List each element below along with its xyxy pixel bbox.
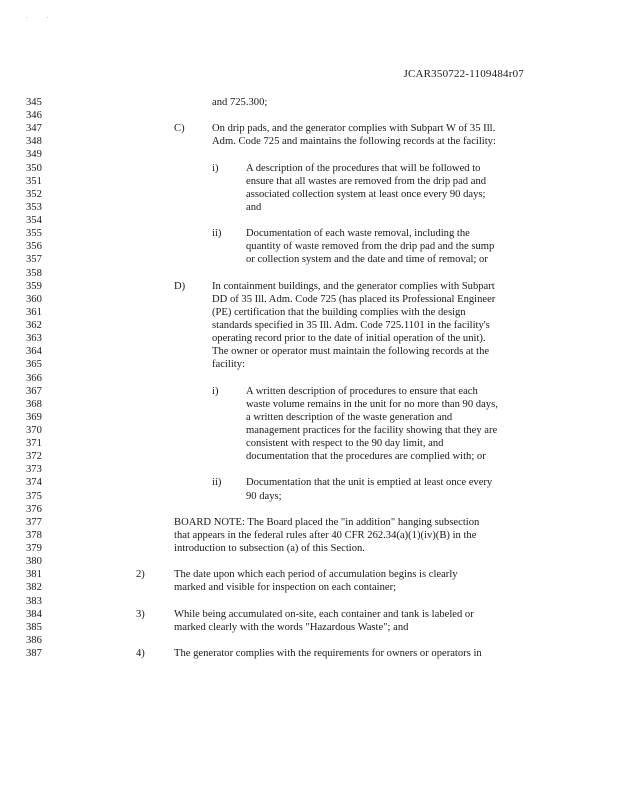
line-number: 386 <box>26 634 42 646</box>
line-number: 360 <box>26 293 42 305</box>
line-number: 384 <box>26 608 42 620</box>
line-number: 359 <box>26 280 42 292</box>
line-number: 356 <box>26 241 42 253</box>
line-text: waste volume remains in the unit for no more than 90 days, <box>246 398 498 410</box>
item-label: i) <box>212 162 219 174</box>
line-text: (PE) certification that the building complies with the design <box>212 306 466 318</box>
item-label: 4) <box>136 648 145 660</box>
line-number: 370 <box>26 425 42 436</box>
line-number: 355 <box>26 228 42 240</box>
line-number: 350 <box>26 162 42 174</box>
line-text: that appears in the federal rules after 40 CFR 262.34(a)(1)(iv)(B) in the <box>174 529 477 541</box>
line-370 <box>0 424 618 437</box>
line-number: 362 <box>26 320 42 332</box>
line-354 <box>0 214 618 227</box>
line-347 <box>0 122 618 135</box>
item-label: 2) <box>136 569 145 581</box>
line-360 <box>0 293 618 306</box>
item-label: ii) <box>212 228 222 240</box>
line-379 <box>0 542 618 555</box>
line-text: ensure that all wastes are removed from the drip pad and <box>246 175 487 187</box>
line-387 <box>0 647 618 660</box>
line-374 <box>0 476 618 489</box>
line-number: 383 <box>26 595 42 607</box>
line-357 <box>0 253 618 266</box>
corner-mark: . . <box>26 14 58 20</box>
line-number: 382 <box>26 582 42 594</box>
line-362 <box>0 319 618 332</box>
line-number: 353 <box>26 201 42 213</box>
line-text: quantity of waste removed from the drip pad and the sump <box>246 241 495 253</box>
line-text: A written description of procedures to ensure that each <box>246 385 478 397</box>
line-365 <box>0 358 618 371</box>
line-364 <box>0 345 618 358</box>
line-number: 357 <box>26 254 42 266</box>
line-number: 380 <box>26 556 42 568</box>
line-373 <box>0 463 618 476</box>
line-text: or collection system and the date and time of removal; or <box>246 254 488 266</box>
line-372 <box>0 450 618 463</box>
line-number: 352 <box>26 188 42 200</box>
line-text: The generator complies with the requirements for owners or operators in <box>174 648 482 660</box>
line-361 <box>0 306 618 319</box>
line-text: The date upon which each period of accumulation begins is clearly <box>174 569 458 581</box>
item-label: ii) <box>212 477 222 489</box>
line-text: Documentation that the unit is emptied at least once every <box>246 477 493 489</box>
line-366 <box>0 372 618 385</box>
line-text: BOARD NOTE: The Board placed the "in addition" hanging subsection <box>174 516 480 528</box>
line-380 <box>0 555 618 568</box>
line-number: 377 <box>26 516 42 528</box>
line-number: 351 <box>26 175 42 187</box>
line-384 <box>0 608 618 621</box>
line-text: While being accumulated on-site, each container and tank is labeled or <box>174 608 474 620</box>
line-text: and <box>246 201 262 213</box>
line-text: standards specified in 35 Ill. Adm. Code 725.1101 in the facility's <box>212 320 490 332</box>
line-number: 361 <box>26 306 42 318</box>
line-number: 381 <box>26 569 42 581</box>
line-375 <box>0 490 618 503</box>
line-382 <box>0 581 618 594</box>
line-number: 366 <box>26 372 42 384</box>
line-text: In containment buildings, and the generator complies with Subpart <box>212 280 495 292</box>
line-377 <box>0 516 618 529</box>
line-number: 363 <box>26 333 42 345</box>
line-number: 348 <box>26 136 42 148</box>
line-381 <box>0 568 618 581</box>
line-text: and 725.300; <box>212 97 268 108</box>
line-text: management practices for the facility showing that they are <box>246 425 498 436</box>
line-number: 367 <box>26 385 42 397</box>
line-text: marked and visible for inspection on each container; <box>174 582 397 594</box>
item-label: 3) <box>136 608 145 620</box>
line-369 <box>0 411 618 424</box>
line-number: 354 <box>26 215 42 227</box>
line-353 <box>0 201 618 214</box>
line-349 <box>0 148 618 161</box>
line-356 <box>0 240 618 253</box>
line-number: 385 <box>26 621 42 633</box>
line-text: a written description of the waste generation and <box>246 411 453 423</box>
line-number: 347 <box>26 123 42 135</box>
line-351 <box>0 175 618 188</box>
line-text: A description of the procedures that will be followed to <box>246 162 481 174</box>
line-number: 365 <box>26 359 42 371</box>
line-text: Documentation of each waste removal, including the <box>246 228 470 240</box>
document-id: JCAR350722-1109484r07 <box>403 68 524 80</box>
line-text: associated collection system at least once every 90 days; <box>246 188 486 200</box>
line-text: On drip pads, and the generator complies with Subpart W of 35 Ill. <box>212 123 496 135</box>
line-text: DD of 35 Ill. Adm. Code 725 (has placed its Professional Engineer <box>212 293 496 305</box>
line-378 <box>0 529 618 542</box>
line-text: consistent with respect to the 90 day limit, and <box>246 438 444 450</box>
line-383 <box>0 595 618 608</box>
line-text: documentation that the procedures are complied with; or <box>246 451 486 463</box>
line-355 <box>0 227 618 240</box>
line-number: 346 <box>26 110 42 122</box>
line-number: 349 <box>26 149 42 161</box>
line-number: 374 <box>26 477 42 489</box>
line-number: 379 <box>26 543 42 555</box>
line-text: operating record prior to the date of initial operation of the unit). <box>212 333 486 345</box>
line-text: 90 days; <box>246 490 282 502</box>
line-350 <box>0 162 618 175</box>
line-text: facility: <box>212 359 245 371</box>
line-368 <box>0 398 618 411</box>
line-367 <box>0 385 618 398</box>
item-label: i) <box>212 385 219 397</box>
line-number: 364 <box>26 346 42 358</box>
line-363 <box>0 332 618 345</box>
line-number: 375 <box>26 490 42 502</box>
line-text: The owner or operator must maintain the following records at the <box>212 346 490 358</box>
line-number: 371 <box>26 438 42 450</box>
line-345 <box>0 96 618 109</box>
line-352 <box>0 188 618 201</box>
line-number: 369 <box>26 411 42 423</box>
line-number: 345 <box>26 97 42 108</box>
line-number: 376 <box>26 503 42 515</box>
line-346 <box>0 109 618 122</box>
line-number: 358 <box>26 267 42 279</box>
line-376 <box>0 503 618 516</box>
item-label: C) <box>174 123 185 135</box>
item-label: D) <box>174 280 186 292</box>
line-text: marked clearly with the words "Hazardous Waste"; and <box>174 621 409 633</box>
line-348 <box>0 135 618 148</box>
line-386 <box>0 634 618 647</box>
line-359 <box>0 280 618 293</box>
line-number: 372 <box>26 451 42 463</box>
line-385 <box>0 621 618 634</box>
line-358 <box>0 267 618 280</box>
line-number: 378 <box>26 529 42 541</box>
line-number: 368 <box>26 398 42 410</box>
line-text: introduction to subsection (a) of this Section. <box>174 543 365 555</box>
line-number: 373 <box>26 464 42 476</box>
line-371 <box>0 437 618 450</box>
line-text: Adm. Code 725 and maintains the following records at the facility: <box>212 136 496 148</box>
line-number: 387 <box>26 648 42 660</box>
